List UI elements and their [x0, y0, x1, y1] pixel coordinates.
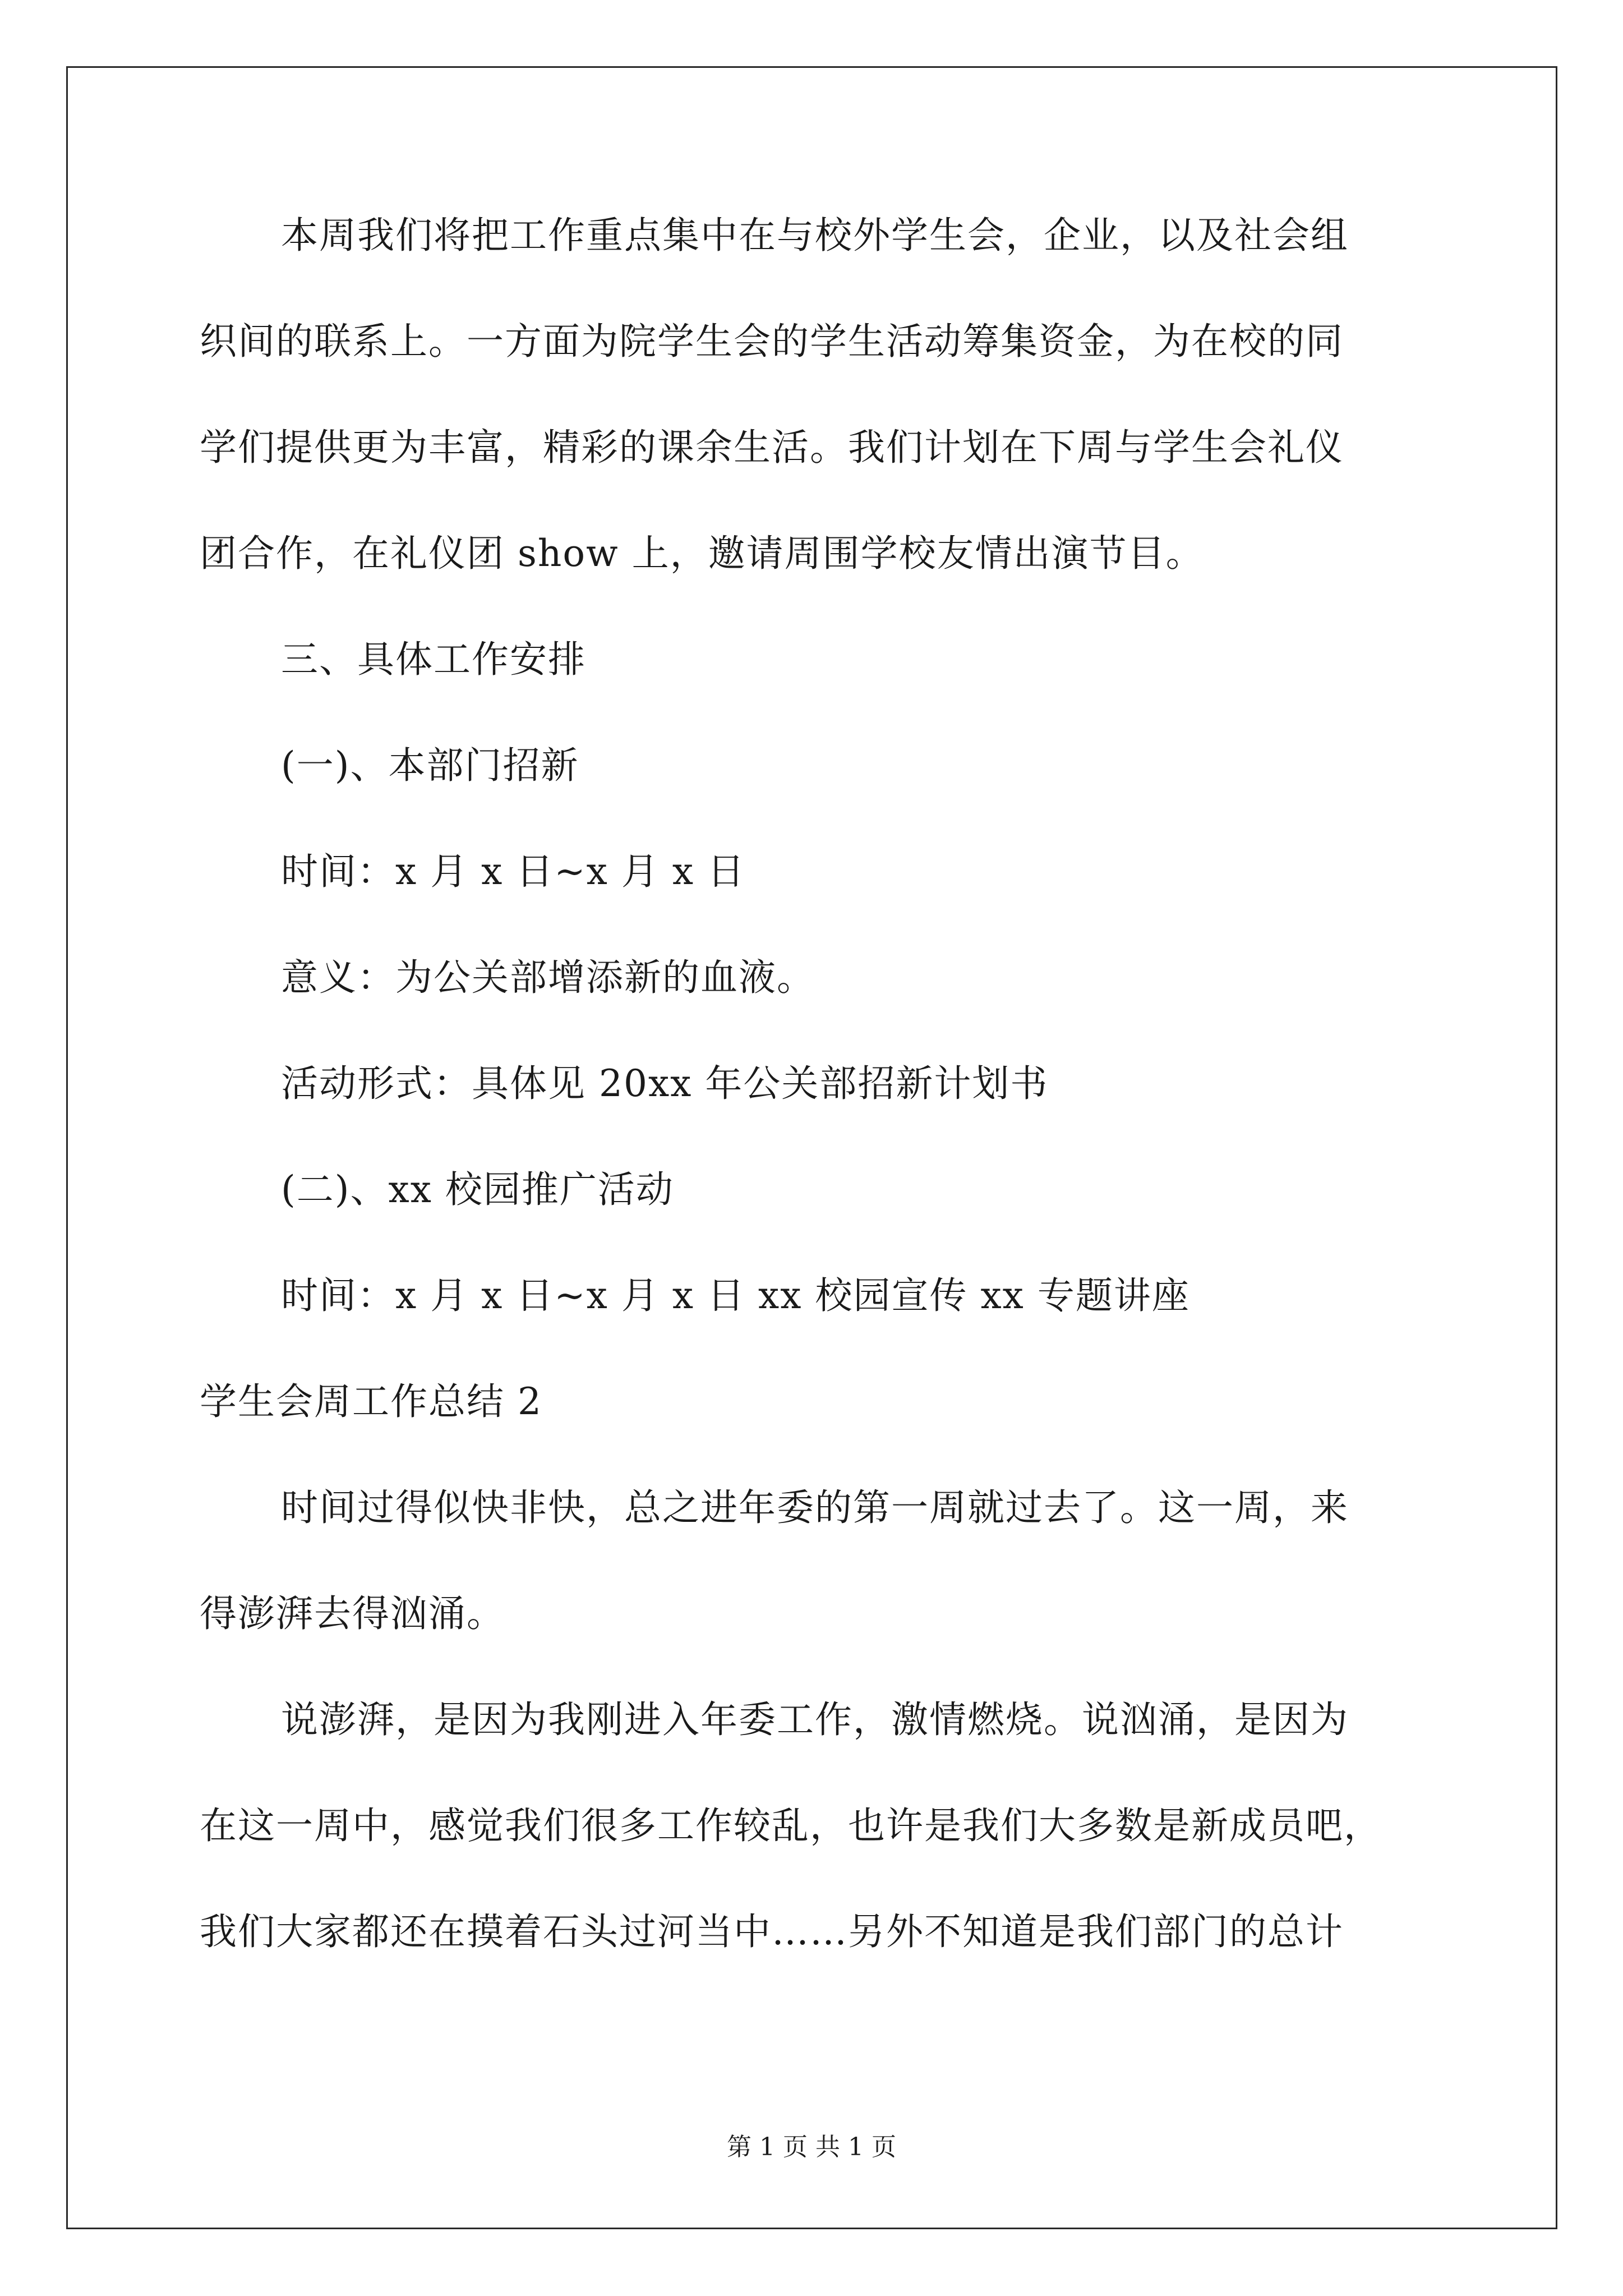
- paragraph-line: 活动形式：具体见 20xx 年公关部招新计划书: [281, 1062, 1049, 1105]
- paragraph-line: 学们提供更为丰富，精彩的课余生活。我们计划在下周与学生会礼仪: [200, 426, 1344, 469]
- paragraph-line: 时间：x 月 x 日~x 月 x 日: [281, 850, 746, 893]
- page-number-footer: 第 1 页 共 1 页: [727, 2133, 896, 2161]
- subsection-heading: (一)、本部门招新: [281, 744, 579, 787]
- section-heading: 三、具体工作安排: [281, 638, 586, 681]
- paragraph-line: 得澎湃去得汹涌。: [200, 1592, 505, 1635]
- paragraph-line: 团合作，在礼仪团 show 上，邀请周围学校友情出演节目。: [200, 532, 1204, 575]
- paragraph-line: 织间的联系上。一方面为院学生会的学生活动筹集资金，为在校的同: [200, 320, 1344, 363]
- subsection-heading: (二)、xx 校园推广活动: [281, 1168, 674, 1211]
- paragraph-line: 时间过得似快非快，总之进年委的第一周就过去了。这一周，来: [281, 1486, 1349, 1529]
- paragraph-line: 说澎湃，是因为我刚进入年委工作，激情燃烧。说汹涌，是因为: [281, 1698, 1349, 1741]
- paragraph-line: 意义：为公关部增添新的血液。: [281, 956, 815, 999]
- page-border: [66, 66, 1557, 2229]
- paragraph-line: 时间：x 月 x 日~x 月 x 日 xx 校园宣传 xx 专题讲座: [281, 1274, 1190, 1317]
- paragraph-line: 在这一周中，感觉我们很多工作较乱，也许是我们大多数是新成员吧，: [200, 1804, 1382, 1847]
- document-title: 学生会周工作总结 2: [200, 1380, 542, 1423]
- paragraph-line: 本周我们将把工作重点集中在与校外学生会，企业，以及社会组: [281, 214, 1349, 257]
- paragraph-line: 我们大家都还在摸着石头过河当中……另外不知道是我们部门的总计: [200, 1910, 1344, 1953]
